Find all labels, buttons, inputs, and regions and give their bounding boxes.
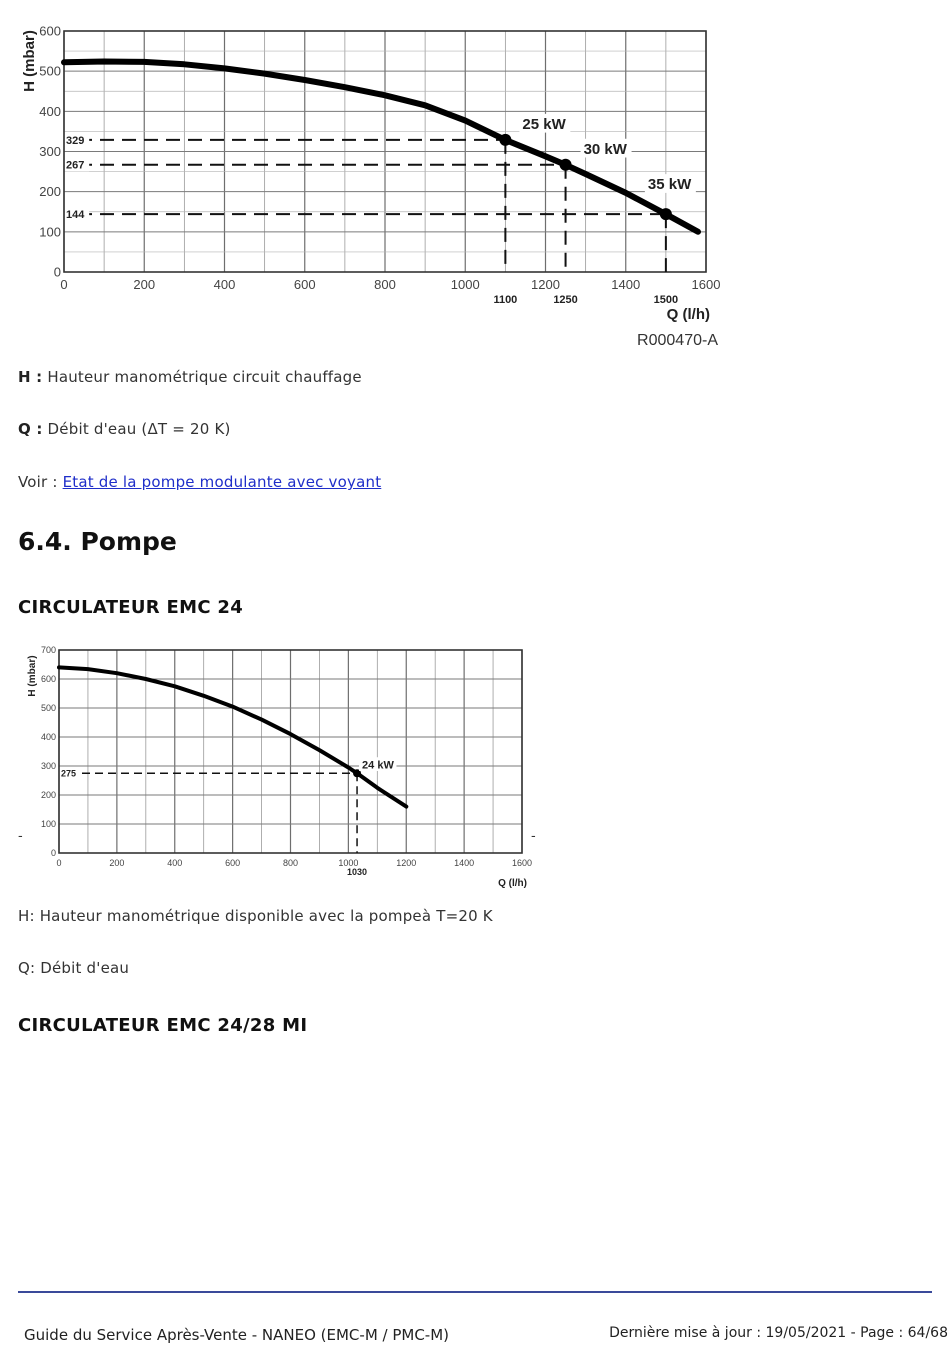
subsection-title-emc24: CIRCULATEUR EMC 24 bbox=[18, 597, 244, 618]
x-tick-label: 1600 bbox=[691, 277, 721, 292]
y-tick-label: 400 bbox=[40, 732, 56, 743]
chart2-right-mark: - bbox=[531, 829, 536, 844]
operating-point-marker bbox=[660, 208, 672, 220]
x-tick-label: 200 bbox=[109, 858, 125, 868]
operating-point-x-label: 1100 bbox=[493, 294, 518, 306]
x-tick-label: 1400 bbox=[611, 277, 641, 292]
pump-curve-chart-2 bbox=[24, 640, 534, 896]
y-tick-label: 200 bbox=[39, 184, 61, 200]
x-axis-title: Q (l/h) bbox=[498, 878, 527, 889]
footer-left: Guide du Service Après-Vente - NANEO (EMC-M / PMC-M) bbox=[24, 1326, 450, 1344]
see-also-prefix: Voir : bbox=[18, 473, 63, 491]
pump-curve-chart-1 bbox=[14, 18, 734, 357]
section-title: 6.4. Pompe bbox=[18, 527, 177, 556]
power-label: 25 kW bbox=[522, 115, 566, 133]
operating-point-y-label: 144 bbox=[66, 209, 85, 222]
y-axis-title: H (mbar) bbox=[21, 30, 38, 92]
legend-h-text: Hauteur manométrique circuit chauffage bbox=[42, 368, 362, 386]
legend-h bbox=[18, 368, 362, 386]
x-tick-label: 200 bbox=[133, 277, 156, 292]
operating-point-y-label: 275 bbox=[61, 768, 77, 779]
x-tick-label: 0 bbox=[56, 858, 62, 868]
y-tick-label: 400 bbox=[39, 103, 61, 119]
power-label: 30 kW bbox=[583, 140, 627, 158]
pump-status-link[interactable]: Etat de la pompe modulante avec voyant bbox=[62, 473, 382, 491]
x-tick-label: 1200 bbox=[396, 858, 417, 868]
y-tick-label: 300 bbox=[40, 761, 56, 772]
operating-point-x-label: 1500 bbox=[653, 294, 679, 306]
see-also bbox=[18, 473, 381, 491]
y-tick-label: 100 bbox=[39, 224, 61, 240]
legend-q bbox=[18, 420, 231, 438]
x-tick-label: 600 bbox=[293, 277, 316, 292]
y-tick-label: 300 bbox=[39, 144, 61, 160]
operating-point-marker bbox=[560, 159, 572, 171]
x-tick-label: 800 bbox=[282, 858, 299, 868]
x-tick-label: 600 bbox=[225, 858, 241, 868]
caption-h: H: Hauteur manométrique disponible avec la pompeà T=20 K bbox=[18, 907, 493, 925]
y-tick-label: 700 bbox=[40, 645, 56, 656]
chart2-left-mark: - bbox=[18, 829, 23, 844]
x-tick-label: 1000 bbox=[338, 858, 359, 868]
operating-point-marker bbox=[499, 134, 511, 146]
figure-reference: R000470-A bbox=[637, 332, 718, 349]
y-tick-label: 0 bbox=[53, 264, 61, 280]
legend-q-prefix: Q : bbox=[18, 420, 43, 438]
legend-h-prefix: H : bbox=[18, 368, 43, 386]
x-axis-title: Q (l/h) bbox=[666, 306, 710, 323]
x-tick-label: 1200 bbox=[531, 277, 560, 292]
legend-q-text: Débit d'eau (ΔT = 20 K) bbox=[42, 420, 231, 438]
y-tick-label: 100 bbox=[40, 819, 56, 830]
power-label: 24 kW bbox=[362, 759, 394, 772]
footer-right: Dernière mise à jour : 19/05/2021 - Page : 64/68 bbox=[609, 1325, 948, 1341]
x-tick-label: 1000 bbox=[450, 277, 480, 292]
y-tick-label: 600 bbox=[40, 674, 56, 685]
y-tick-label: 0 bbox=[50, 848, 56, 859]
y-tick-label: 600 bbox=[39, 23, 61, 39]
x-tick-label: 400 bbox=[167, 858, 183, 868]
y-axis-title: H (mbar) bbox=[27, 655, 38, 697]
caption-q: Q: Débit d'eau bbox=[18, 959, 130, 977]
operating-point-x-label: 1250 bbox=[553, 294, 578, 306]
x-tick-label: 400 bbox=[213, 277, 236, 292]
y-tick-label: 200 bbox=[40, 790, 56, 801]
footer-rule bbox=[18, 1291, 932, 1293]
y-tick-label: 500 bbox=[40, 703, 56, 714]
operating-point-y-label: 329 bbox=[66, 134, 85, 147]
operating-point-y-label: 267 bbox=[66, 159, 85, 172]
pump-curve-chart-2-svg bbox=[24, 640, 534, 892]
operating-point-x-label: 1030 bbox=[347, 867, 368, 877]
x-tick-label: 1600 bbox=[511, 858, 533, 868]
x-tick-label: 1400 bbox=[454, 858, 475, 868]
power-label: 35 kW bbox=[647, 176, 692, 194]
pump-curve-chart-1-svg bbox=[14, 18, 734, 353]
x-tick-label: 800 bbox=[374, 277, 396, 292]
subsection-title-emc2428: CIRCULATEUR EMC 24/28 MI bbox=[18, 1015, 308, 1036]
x-tick-label: 0 bbox=[60, 277, 68, 292]
y-tick-label: 500 bbox=[39, 63, 61, 79]
